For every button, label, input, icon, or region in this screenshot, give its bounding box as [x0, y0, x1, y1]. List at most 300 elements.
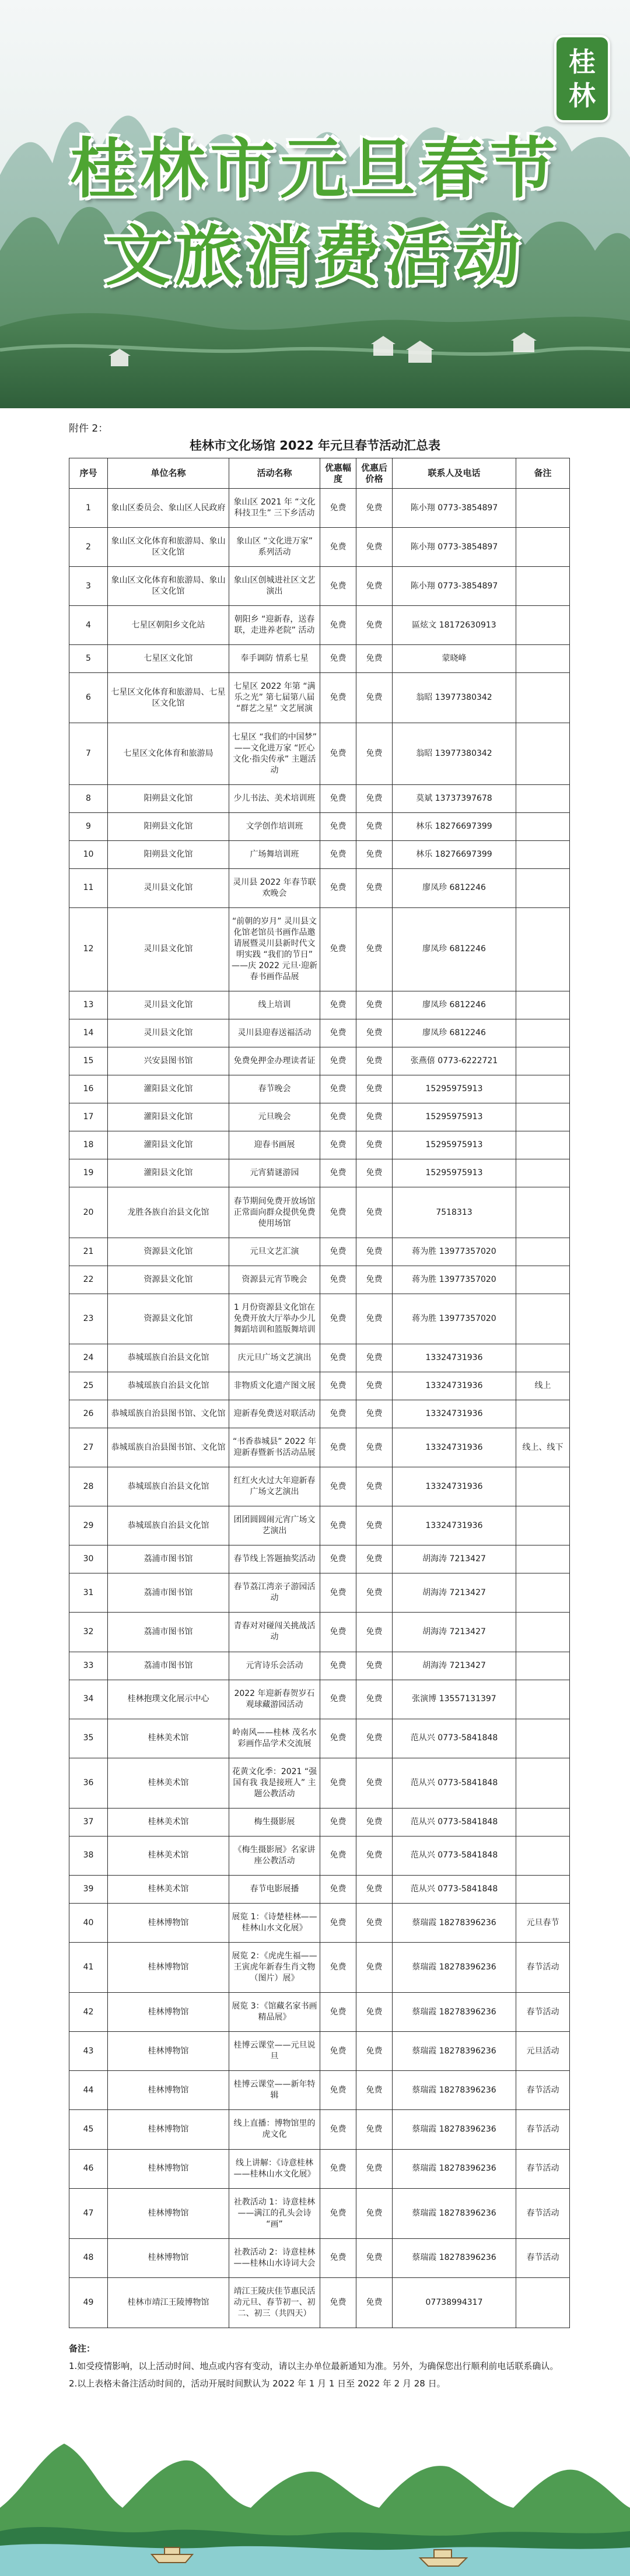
cell-unit: 龙胜各族自治县文化馆	[108, 1187, 229, 1238]
cell-activity: 文学创作培训班	[229, 812, 320, 840]
cell-no: 24	[69, 1344, 108, 1372]
cell-contact: 7518313	[393, 1187, 516, 1238]
table-row	[69, 606, 570, 645]
cell-note	[516, 1506, 570, 1545]
cell-contact: 廖凤珍 6812246	[393, 991, 516, 1019]
cell-discount: 免费	[320, 991, 356, 1019]
cell-note	[516, 1131, 570, 1159]
cell-activity: 广场舞培训班	[229, 840, 320, 868]
table-header-row	[69, 458, 570, 489]
cell-no: 36	[69, 1758, 108, 1808]
cell-no: 39	[69, 1875, 108, 1903]
cell-unit: 恭城瑶族自治县图书馆、文化馆	[108, 1400, 229, 1428]
cell-note	[516, 1758, 570, 1808]
cell-price: 免费	[356, 1344, 393, 1372]
table-row	[69, 1680, 570, 1719]
cell-activity: 迎春书画展	[229, 1131, 320, 1159]
cell-discount: 免费	[320, 1573, 356, 1613]
cell-contact: 蔡瑞霞 18278396236	[393, 2032, 516, 2071]
cell-unit: 兴安县图书馆	[108, 1047, 229, 1075]
table-row	[69, 1467, 570, 1506]
cell-discount: 免费	[320, 1187, 356, 1238]
cell-activity: 奉手调防 情系七星	[229, 645, 320, 673]
cell-note	[516, 1019, 570, 1047]
table-row	[69, 1294, 570, 1344]
cell-contact: 林乐 18276697399	[393, 840, 516, 868]
cell-price: 免费	[356, 2110, 393, 2149]
note-line-1: 1.如受疫情影响，以上活动时间、地点或内容有变动，请以主办单位最新通知为准。另外，为确保您出行顺利前电话联系确认。	[69, 2361, 559, 2371]
cell-discount: 免费	[320, 2238, 356, 2277]
cell-unit: 桂林博物馆	[108, 1943, 229, 1993]
table-row	[69, 1719, 570, 1758]
cell-unit: 桂林博物馆	[108, 2071, 229, 2110]
cell-price: 免费	[356, 1506, 393, 1545]
cell-price: 免费	[356, 2188, 393, 2238]
cell-unit: 桂林市靖江王陵博物馆	[108, 2277, 229, 2328]
cell-price: 免费	[356, 723, 393, 784]
cell-contact: 翁昭 13977380342	[393, 673, 516, 723]
cell-note	[516, 673, 570, 723]
banner-title-line-1: 桂林市元旦春节	[70, 131, 560, 207]
cell-note	[516, 1103, 570, 1131]
cell-contact: 15295975913	[393, 1159, 516, 1187]
cell-no: 9	[69, 812, 108, 840]
table-row	[69, 1159, 570, 1187]
cell-discount: 免费	[320, 1019, 356, 1047]
cell-discount: 免费	[320, 489, 356, 528]
cell-discount: 免费	[320, 2277, 356, 2328]
table-row	[69, 784, 570, 812]
cell-no: 23	[69, 1294, 108, 1344]
cell-discount: 免费	[320, 1400, 356, 1428]
cell-activity: 象山区 2021 年 “文化科技卫生” 三下乡活动	[229, 489, 320, 528]
cell-note: 春节活动	[516, 1993, 570, 2032]
table-row	[69, 1904, 570, 1943]
cell-contact: 廖凤珍 6812246	[393, 1019, 516, 1047]
cell-discount: 免费	[320, 1808, 356, 1836]
cell-activity: 社教活动 2：诗意桂林——桂林山水诗词大会	[229, 2238, 320, 2277]
cell-activity: 桂博云课堂——新年特辑	[229, 2071, 320, 2110]
cell-discount: 免费	[320, 1428, 356, 1467]
header-price: 优惠后价格	[356, 458, 393, 489]
cell-no: 40	[69, 1904, 108, 1943]
table-row	[69, 645, 570, 673]
cell-contact: 范从兴 0773-5841848	[393, 1836, 516, 1875]
cell-no: 48	[69, 2238, 108, 2277]
cell-activity: 梅生摄影展	[229, 1808, 320, 1836]
cell-discount: 免费	[320, 2188, 356, 2238]
cell-price: 免费	[356, 1758, 393, 1808]
cell-no: 11	[69, 868, 108, 907]
cell-activity: 岭南风——桂林 茂名水彩画作品学术交流展	[229, 1719, 320, 1758]
cell-note	[516, 1467, 570, 1506]
cell-no: 37	[69, 1808, 108, 1836]
cell-activity: 七星区 2022 年第 “满乐之光” 第七届第八届 “群艺之星” 文艺展演	[229, 673, 320, 723]
cell-contact: 范从兴 0773-5841848	[393, 1875, 516, 1903]
cell-discount: 免费	[320, 1875, 356, 1903]
table-row	[69, 907, 570, 991]
cell-contact: 15295975913	[393, 1103, 516, 1131]
cell-contact: 區炫文 18172630913	[393, 606, 516, 645]
table-row	[69, 1131, 570, 1159]
cell-unit: 荔浦市图书馆	[108, 1545, 229, 1573]
cell-activity: 花黄文化季：2021 “强国有我 我是接班人” 主题公教活动	[229, 1758, 320, 1808]
table-row	[69, 1808, 570, 1836]
note-line-2: 2.以上表格未备注活动时间的，活动开展时间默认为 2022 年 1 月 1 日至 2022 年 2 月 28 日。	[69, 2378, 446, 2389]
cell-discount: 免费	[320, 567, 356, 606]
cell-unit: 荔浦市图书馆	[108, 1573, 229, 1613]
cell-discount: 免费	[320, 1075, 356, 1103]
cell-note: 春节活动	[516, 2110, 570, 2149]
cell-contact: 蔡瑞霞 18278396236	[393, 2188, 516, 2238]
cell-discount: 免费	[320, 723, 356, 784]
cell-contact: 蒙晓峰	[393, 645, 516, 673]
table-row	[69, 489, 570, 528]
cell-unit: 荔浦市图书馆	[108, 1613, 229, 1652]
cell-contact: 15295975913	[393, 1075, 516, 1103]
cell-price: 免费	[356, 1719, 393, 1758]
cell-note	[516, 812, 570, 840]
cell-unit: 灌阳县文化馆	[108, 1103, 229, 1131]
cell-discount: 免费	[320, 840, 356, 868]
cell-note	[516, 1836, 570, 1875]
cell-note: 春节活动	[516, 2238, 570, 2277]
cell-note	[516, 567, 570, 606]
cell-contact: 胡海涛 7213427	[393, 1652, 516, 1680]
cell-discount: 免费	[320, 1652, 356, 1680]
cell-price: 免费	[356, 907, 393, 991]
cell-contact: 蔡瑞霞 18278396236	[393, 2149, 516, 2188]
cell-no: 43	[69, 2032, 108, 2071]
cell-activity: 《梅生摄影展》名家讲座公教活动	[229, 1836, 320, 1875]
guilin-seal-logo	[554, 35, 610, 122]
cell-unit: 恭城瑶族自治县文化馆	[108, 1344, 229, 1372]
cell-price: 免费	[356, 840, 393, 868]
cell-no: 45	[69, 2110, 108, 2149]
cell-no: 8	[69, 784, 108, 812]
cell-note	[516, 868, 570, 907]
cell-no: 46	[69, 2149, 108, 2188]
cell-note	[516, 1075, 570, 1103]
cell-note	[516, 784, 570, 812]
cell-price: 免费	[356, 1400, 393, 1428]
cell-no: 28	[69, 1467, 108, 1506]
footer-landscape-decoration	[0, 2420, 630, 2576]
cell-discount: 免费	[320, 1904, 356, 1943]
cell-activity: 少儿书法、美术培训班	[229, 784, 320, 812]
cell-activity: 2022 年迎新春贺岁石观球藏游园活动	[229, 1680, 320, 1719]
cell-unit: 桂林博物馆	[108, 2238, 229, 2277]
cell-note	[516, 723, 570, 784]
cell-price: 免费	[356, 489, 393, 528]
cell-note	[516, 840, 570, 868]
cell-note	[516, 991, 570, 1019]
cell-unit: 桂林博物馆	[108, 2110, 229, 2149]
table-row	[69, 1019, 570, 1047]
cell-unit: 灵川县文化馆	[108, 907, 229, 991]
cell-contact: 范从兴 0773-5841848	[393, 1808, 516, 1836]
table-row	[69, 673, 570, 723]
table-row	[69, 1758, 570, 1808]
cell-contact: 张演博 13557131397	[393, 1680, 516, 1719]
cell-note	[516, 1187, 570, 1238]
cell-discount: 免费	[320, 1993, 356, 2032]
cell-price: 免费	[356, 673, 393, 723]
cell-unit: 七星区文化体育和旅游局	[108, 723, 229, 784]
cell-contact: 13324731936	[393, 1344, 516, 1372]
cell-unit: 七星区文化馆	[108, 645, 229, 673]
activity-summary-table	[69, 458, 570, 2328]
cell-no: 27	[69, 1428, 108, 1467]
cell-no: 32	[69, 1613, 108, 1652]
cell-note: 线上	[516, 1372, 570, 1400]
cell-no: 17	[69, 1103, 108, 1131]
cell-price: 免费	[356, 1467, 393, 1506]
cell-no: 16	[69, 1075, 108, 1103]
cell-price: 免费	[356, 1372, 393, 1400]
cell-unit: 资源县文化馆	[108, 1266, 229, 1294]
attachment-label: 附件 2：	[69, 423, 108, 434]
table-row	[69, 567, 570, 606]
cell-price: 免费	[356, 528, 393, 567]
cell-activity: 迎新春免费送对联活动	[229, 1400, 320, 1428]
header-discount: 优惠幅度	[320, 458, 356, 489]
cell-note	[516, 1294, 570, 1344]
cell-unit: 灌阳县文化馆	[108, 1131, 229, 1159]
table-row	[69, 1993, 570, 2032]
cell-price: 免费	[356, 1266, 393, 1294]
cell-no: 26	[69, 1400, 108, 1428]
header-contact: 联系人及电话	[393, 458, 516, 489]
table-row	[69, 1266, 570, 1294]
cell-unit: 灵川县文化馆	[108, 868, 229, 907]
cell-discount: 免费	[320, 1719, 356, 1758]
cell-note	[516, 1808, 570, 1836]
cell-unit: 恭城瑶族自治县文化馆	[108, 1372, 229, 1400]
notes-section	[69, 2340, 569, 2392]
cell-note	[516, 907, 570, 991]
table-row	[69, 2238, 570, 2277]
cell-price: 免费	[356, 567, 393, 606]
cell-discount: 免费	[320, 784, 356, 812]
cell-no: 1	[69, 489, 108, 528]
cell-activity: 免费免押金办理读者证	[229, 1047, 320, 1075]
banner-title-line-2: 文旅消费活动	[105, 219, 525, 295]
table-row	[69, 1545, 570, 1573]
cell-contact: 蒋为胜 13977357020	[393, 1266, 516, 1294]
cell-discount: 免费	[320, 1103, 356, 1131]
cell-note: 春节活动	[516, 2188, 570, 2238]
cell-price: 免费	[356, 1836, 393, 1875]
cell-unit: 象山区文化体育和旅游局、象山区文化馆	[108, 567, 229, 606]
cell-price: 免费	[356, 1573, 393, 1613]
cell-contact: 13324731936	[393, 1372, 516, 1400]
cell-no: 4	[69, 606, 108, 645]
cell-unit: 象山区委员会、象山区人民政府	[108, 489, 229, 528]
cell-price: 免费	[356, 1047, 393, 1075]
cell-contact: 胡海涛 7213427	[393, 1573, 516, 1613]
cell-note	[516, 1344, 570, 1372]
cell-activity: 红红火火过大年迎新春广场文艺演出	[229, 1467, 320, 1506]
cell-contact: 蔡瑞霞 18278396236	[393, 2110, 516, 2149]
cell-no: 13	[69, 991, 108, 1019]
table-row	[69, 723, 570, 784]
table-row	[69, 1344, 570, 1372]
table-row	[69, 2277, 570, 2328]
cell-note	[516, 1047, 570, 1075]
cell-no: 18	[69, 1131, 108, 1159]
header-no: 序号	[69, 458, 108, 489]
header-note: 备注	[516, 458, 570, 489]
cell-activity: 七星区 “我们的中国梦” ——文化进万家 “匠心文化·指尖传承” 主题活动	[229, 723, 320, 784]
table-row	[69, 1238, 570, 1266]
cell-no: 15	[69, 1047, 108, 1075]
cell-contact: 胡海涛 7213427	[393, 1545, 516, 1573]
cell-discount: 免费	[320, 1131, 356, 1159]
cell-unit: 桂林博物馆	[108, 2149, 229, 2188]
cell-unit: 桂林美术馆	[108, 1758, 229, 1808]
cell-unit: 桂林博物馆	[108, 2188, 229, 2238]
cell-no: 19	[69, 1159, 108, 1187]
cell-contact: 莫斌 13737397678	[393, 784, 516, 812]
cell-unit: 桂林博物馆	[108, 2032, 229, 2071]
cell-activity: 靖江王陵庆佳节惠民活动元旦、春节初一、初二、初三（共四天）	[229, 2277, 320, 2328]
table-row	[69, 1836, 570, 1875]
cell-no: 38	[69, 1836, 108, 1875]
header-unit: 单位名称	[108, 458, 229, 489]
cell-price: 免费	[356, 868, 393, 907]
cell-discount: 免费	[320, 1836, 356, 1875]
cell-unit: 桂林美术馆	[108, 1836, 229, 1875]
cell-price: 免费	[356, 1238, 393, 1266]
table-row	[69, 528, 570, 567]
header-banner	[0, 0, 630, 408]
table-body	[69, 489, 570, 2328]
cell-price: 免费	[356, 1993, 393, 2032]
cell-unit: 桂林美术馆	[108, 1719, 229, 1758]
cell-note	[516, 528, 570, 567]
cell-no: 30	[69, 1545, 108, 1573]
cell-unit: 阳朔县文化馆	[108, 784, 229, 812]
cell-price: 免费	[356, 1875, 393, 1903]
cell-contact: 13324731936	[393, 1400, 516, 1428]
cell-price: 免费	[356, 2071, 393, 2110]
cell-activity: 元宵猜谜游园	[229, 1159, 320, 1187]
cell-activity: “前朝的岁月” 灵川县文化馆老馆员书画作品邀请展暨灵川县新时代文明实践 “我们的节日” ——庆 2022 元旦·迎新春书画作品展	[229, 907, 320, 991]
cell-note: 春节活动	[516, 1943, 570, 1993]
cell-note	[516, 606, 570, 645]
cell-unit: 七星区朝阳乡文化站	[108, 606, 229, 645]
cell-discount: 免费	[320, 1266, 356, 1294]
cell-activity: 灵川县 2022 年春节联欢晚会	[229, 868, 320, 907]
cell-discount: 免费	[320, 1506, 356, 1545]
table-row	[69, 1613, 570, 1652]
cell-note	[516, 1680, 570, 1719]
cell-no: 33	[69, 1652, 108, 1680]
cell-price: 免费	[356, 2032, 393, 2071]
cell-discount: 免费	[320, 528, 356, 567]
cell-activity: 非物质文化遗产图文展	[229, 1372, 320, 1400]
table-row	[69, 868, 570, 907]
cell-price: 免费	[356, 1613, 393, 1652]
table-row	[69, 840, 570, 868]
table-row	[69, 2149, 570, 2188]
table-row	[69, 2071, 570, 2110]
cell-unit: 资源县文化馆	[108, 1294, 229, 1344]
cell-note: 春节活动	[516, 2071, 570, 2110]
cell-discount: 免费	[320, 1680, 356, 1719]
cell-activity: 线上直播：博物馆里的虎文化	[229, 2110, 320, 2149]
cell-activity: 灵川县迎春送福活动	[229, 1019, 320, 1047]
cell-activity: 朝阳乡 “迎新春，送春联，走进养老院” 活动	[229, 606, 320, 645]
cell-price: 免费	[356, 1904, 393, 1943]
cell-unit: 灵川县文化馆	[108, 1019, 229, 1047]
cell-activity: 庆元旦广场文艺演出	[229, 1344, 320, 1372]
cell-price: 免费	[356, 1680, 393, 1719]
cell-price: 免费	[356, 2238, 393, 2277]
cell-price: 免费	[356, 1019, 393, 1047]
header-activity: 活动名称	[229, 458, 320, 489]
table-row	[69, 2188, 570, 2238]
cell-price: 免费	[356, 1131, 393, 1159]
cell-contact: 林乐 18276697399	[393, 812, 516, 840]
cell-no: 47	[69, 2188, 108, 2238]
cell-unit: 桂林博物馆	[108, 1904, 229, 1943]
cell-activity: 桂博云课堂——元旦说旦	[229, 2032, 320, 2071]
cell-no: 6	[69, 673, 108, 723]
cell-contact: 蔡瑞霞 18278396236	[393, 1904, 516, 1943]
cell-price: 免费	[356, 1428, 393, 1467]
cell-no: 22	[69, 1266, 108, 1294]
cell-contact: 蒋为胜 13977357020	[393, 1294, 516, 1344]
cell-activity: 线上讲解：《诗意桂林——桂林山水文化展》	[229, 2149, 320, 2188]
cell-note	[516, 1613, 570, 1652]
cell-price: 免费	[356, 1545, 393, 1573]
cell-price: 免费	[356, 1943, 393, 1993]
cell-activity: 资源县元宵节晚会	[229, 1266, 320, 1294]
cell-activity: 展览 2：《虎虎生福——王寅虎年新春生肖文物（图片）展》	[229, 1943, 320, 1993]
cell-note	[516, 1652, 570, 1680]
cell-contact: 蔡瑞霞 18278396236	[393, 2238, 516, 2277]
cell-price: 免费	[356, 1103, 393, 1131]
cell-no: 49	[69, 2277, 108, 2328]
cell-note	[516, 1159, 570, 1187]
cell-activity: 春节荔江湾亲子游园活动	[229, 1573, 320, 1613]
cell-activity: 线上培训	[229, 991, 320, 1019]
cell-no: 25	[69, 1372, 108, 1400]
cell-price: 免费	[356, 1159, 393, 1187]
cell-no: 31	[69, 1573, 108, 1613]
cell-activity: 春节期间免费开放场馆正常面向群众提供免费使用场馆	[229, 1187, 320, 1238]
table-title: 桂林市文化场馆 2022 年元旦春节活动汇总表	[189, 439, 441, 453]
table-row	[69, 1047, 570, 1075]
cell-discount: 免费	[320, 1047, 356, 1075]
cell-note	[516, 1875, 570, 1903]
cell-price: 免费	[356, 1187, 393, 1238]
cell-no: 10	[69, 840, 108, 868]
cell-price: 免费	[356, 784, 393, 812]
cell-contact: 陈小翔 0773-3854897	[393, 528, 516, 567]
cell-note	[516, 1719, 570, 1758]
cell-discount: 免费	[320, 1238, 356, 1266]
cell-discount: 免费	[320, 868, 356, 907]
cell-unit: 阳朔县文化馆	[108, 812, 229, 840]
cell-activity: 元宵诗乐会活动	[229, 1652, 320, 1680]
cell-contact: 蒋为胜 13977357020	[393, 1238, 516, 1266]
cell-discount: 免费	[320, 1372, 356, 1400]
cell-price: 免费	[356, 991, 393, 1019]
cell-price: 免费	[356, 1075, 393, 1103]
